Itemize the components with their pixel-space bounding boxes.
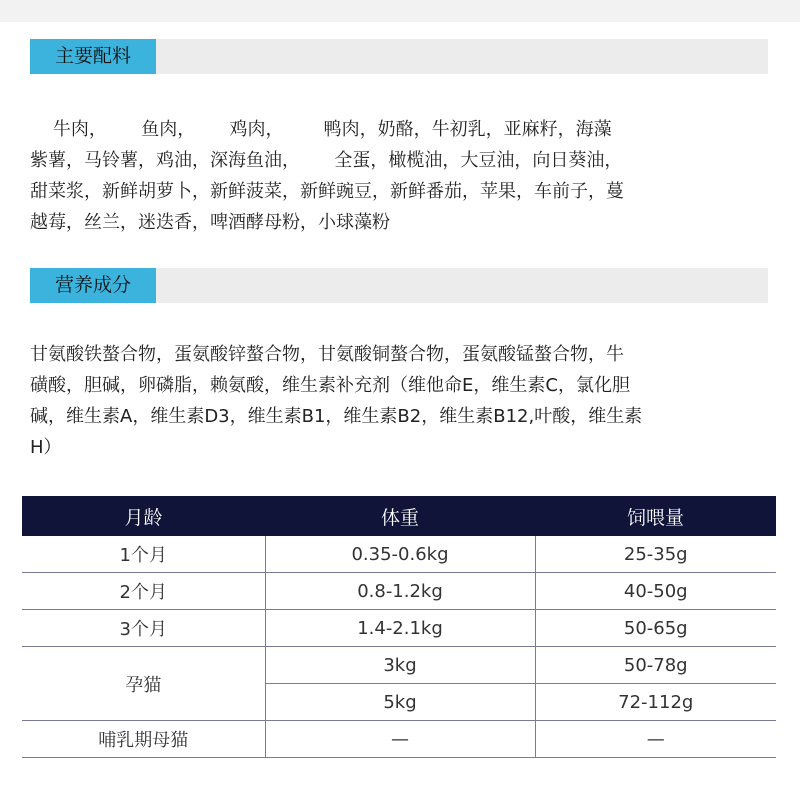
cell-amount: 50-65g xyxy=(535,610,776,647)
table-row xyxy=(22,610,776,647)
header-weight: 体重 xyxy=(265,496,535,536)
cell-weight: 5kg xyxy=(265,684,535,721)
cell-weight: 0.35-0.6kg xyxy=(265,536,535,573)
cell-age: 2个月 xyxy=(22,573,265,610)
cell-amount: 25-35g xyxy=(535,536,776,573)
ingredients-line: 甜菜浆，新鲜胡萝卜，新鲜菠菜，新鲜豌豆，新鲜番茄，苹果，车前子，蔓 xyxy=(30,181,624,202)
cell-age: 1个月 xyxy=(22,536,265,573)
feeding-table xyxy=(22,496,776,758)
cell-weight: 1.4-2.1kg xyxy=(265,610,535,647)
ingredients-text xyxy=(30,114,772,238)
cell-age: 哺乳期母猫 xyxy=(22,721,265,758)
header-amount: 饲喂量 xyxy=(535,496,776,536)
cell-weight: 0.8-1.2kg xyxy=(265,573,535,610)
ingredients-header-bar xyxy=(30,39,768,74)
cell-amount: 50-78g xyxy=(535,647,776,684)
table-row xyxy=(22,721,776,758)
cell-weight: 3kg xyxy=(265,647,535,684)
header-age: 月龄 xyxy=(22,496,265,536)
nutrition-line: H） xyxy=(30,437,62,458)
table-row xyxy=(22,536,776,573)
nutrition-line: 磺酸，胆碱，卵磷脂，赖氨酸，维生素补充剂（维他命E，维生素C，氯化胆 xyxy=(30,375,630,396)
ingredients-line: 牛肉， 鱼肉， 鸡肉， 鸭肉，奶酪，牛初乳，亚麻籽，海藻 xyxy=(30,119,612,140)
nutrition-text xyxy=(30,339,772,463)
ingredients-title: 主要配料 xyxy=(30,39,156,74)
cell-age: 孕猫 xyxy=(22,647,265,721)
table-row xyxy=(22,573,776,610)
nutrition-line: 甘氨酸铁螯合物，蛋氨酸锌螯合物，甘氨酸铜螯合物，蛋氨酸锰螯合物，牛 xyxy=(30,344,624,365)
cell-weight: — xyxy=(265,721,535,758)
ingredients-line: 紫薯，马铃薯，鸡油，深海鱼油， 全蛋，橄榄油，大豆油，向日葵油， xyxy=(30,150,623,171)
cell-amount: — xyxy=(535,721,776,758)
table-row xyxy=(22,647,776,684)
top-band xyxy=(0,0,800,22)
nutrition-header-bar xyxy=(30,268,768,303)
nutrition-line: 碱，维生素A，维生素D3，维生素B1，维生素B2，维生素B12,叶酸，维生素 xyxy=(30,406,643,427)
cell-age: 3个月 xyxy=(22,610,265,647)
nutrition-title: 营养成分 xyxy=(30,268,156,303)
ingredients-line: 越莓，丝兰，迷迭香，啤酒酵母粉，小球藻粉 xyxy=(30,212,390,233)
cell-amount: 72-112g xyxy=(535,684,776,721)
cell-amount: 40-50g xyxy=(535,573,776,610)
table-header-row xyxy=(22,496,776,536)
